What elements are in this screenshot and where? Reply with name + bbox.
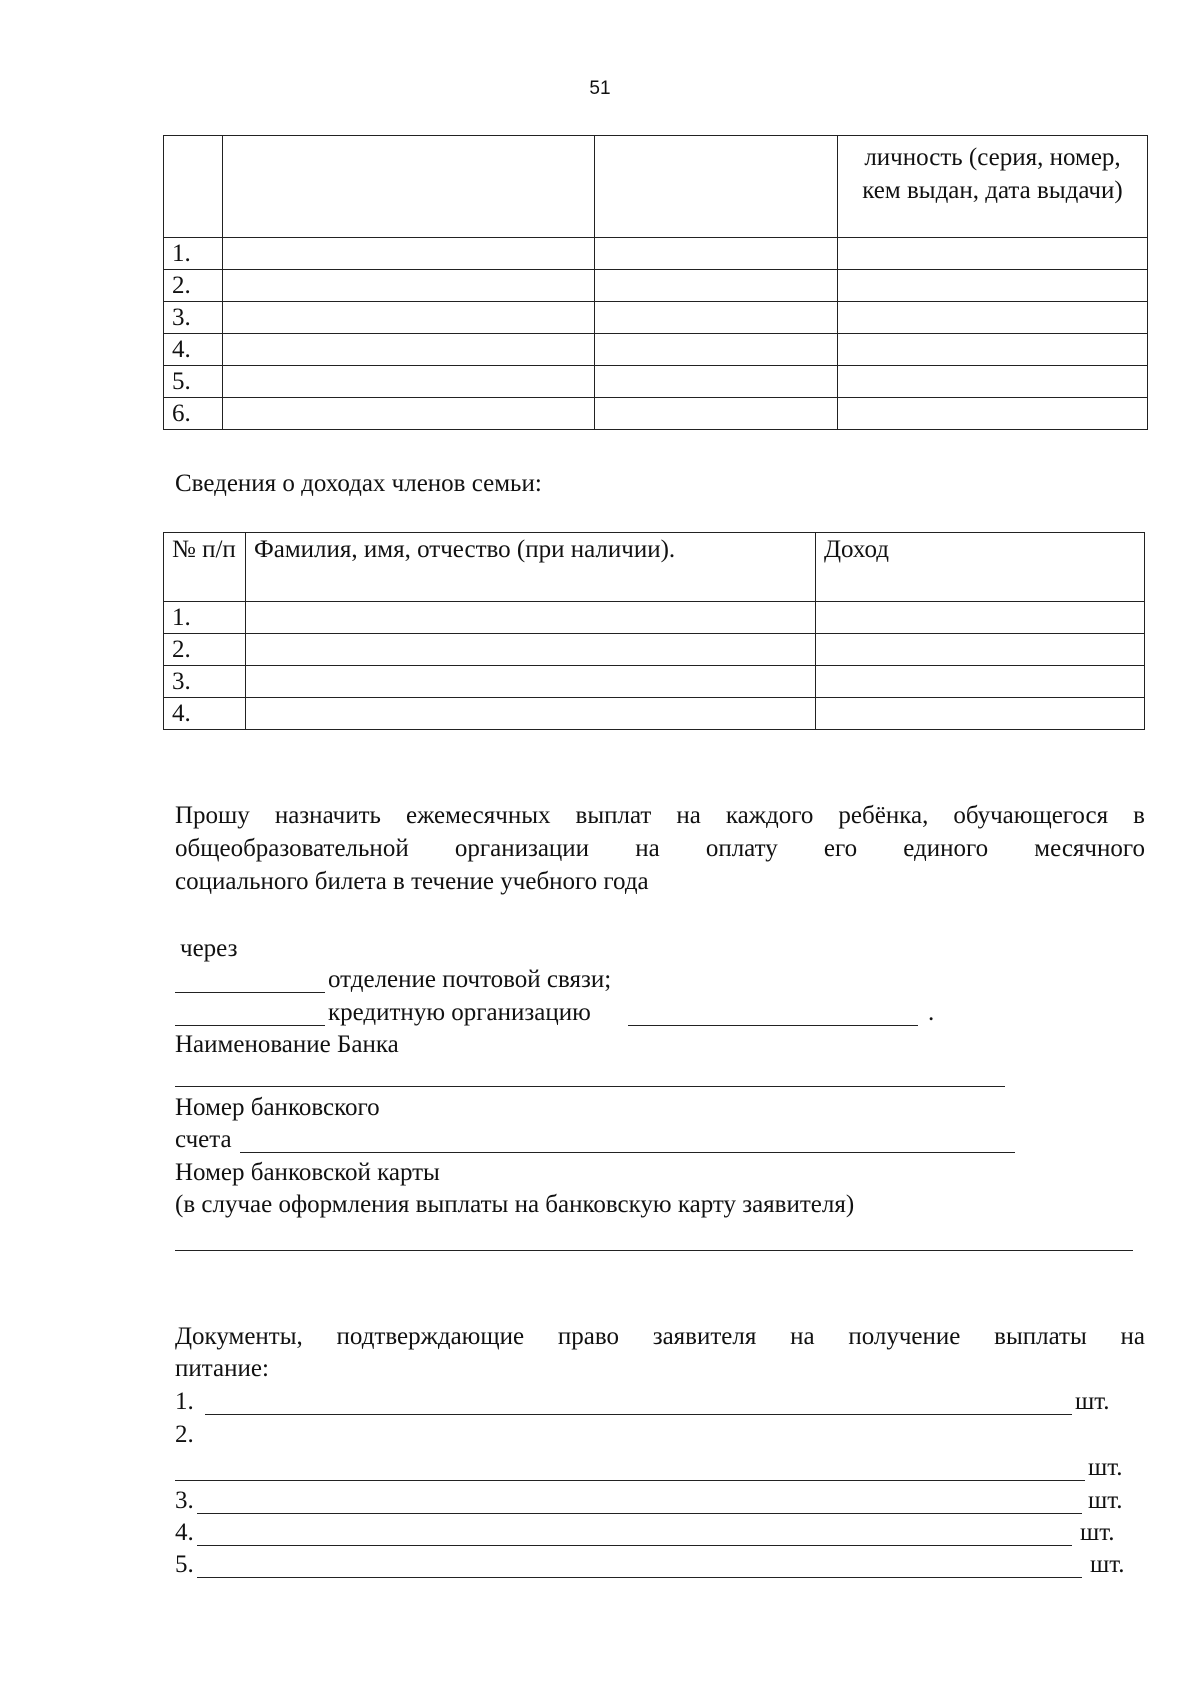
document-item-line[interactable] [197, 1577, 1082, 1578]
table-row [164, 634, 1145, 666]
table-row [164, 302, 1148, 334]
document-item-number: 1. [175, 1388, 194, 1415]
row-number: 4. [164, 334, 223, 366]
row-number: 3. [164, 302, 223, 334]
document-item-number: 3. [175, 1487, 194, 1514]
id-document-header: личность (серия, номер, кем выдан, дата выдачи) [838, 136, 1148, 238]
credit-org-mark-line[interactable] [175, 1025, 325, 1026]
row-number: 2. [164, 634, 246, 666]
documents-heading-line-2: питание: [175, 1355, 269, 1382]
account-label-2: счета [175, 1126, 232, 1153]
income-section-heading: Сведения о доходах членов семьи: [175, 470, 542, 497]
request-line-3: социального билета в течение учебного года [175, 868, 649, 895]
row-number: 5. [164, 366, 223, 398]
document-item-line[interactable] [197, 1545, 1072, 1546]
post-office-mark-line[interactable] [175, 992, 325, 993]
name-header: Фамилия, имя, отчество (при наличии). [246, 533, 816, 602]
row-number: 1. [164, 602, 246, 634]
document-item-unit: шт. [1088, 1454, 1123, 1481]
bank-name-label: Наименование Банка [175, 1031, 399, 1058]
document-item-unit: шт. [1080, 1519, 1115, 1546]
account-number-line[interactable] [240, 1152, 1015, 1153]
family-members-table [163, 135, 1148, 430]
credit-org-name-line[interactable] [628, 1025, 918, 1026]
card-number-line[interactable] [175, 1250, 1133, 1251]
credit-org-dot: . [928, 999, 935, 1026]
request-line-1: Прошу назначить ежемесячных выплат на каждого ребёнка, обучающегося в [175, 802, 1145, 829]
table-header-row [164, 533, 1145, 602]
document-item-unit: шт. [1088, 1487, 1123, 1514]
table-row [164, 366, 1148, 398]
bank-name-line[interactable] [175, 1086, 1005, 1087]
income-header: Доход [816, 533, 1145, 602]
table-header-row [164, 136, 1148, 238]
card-note: (в случае оформления выплаты на банковскую карту заявителя) [175, 1191, 855, 1218]
credit-org-label: кредитную организацию [328, 999, 591, 1026]
row-number: 4. [164, 698, 246, 730]
table-row [164, 238, 1148, 270]
table-row [164, 398, 1148, 430]
document-item-number: 4. [175, 1519, 194, 1546]
table-row [164, 666, 1145, 698]
document-item-unit: шт. [1075, 1388, 1110, 1415]
page-number: 51 [589, 78, 611, 99]
card-label: Номер банковской карты [175, 1159, 440, 1186]
post-office-label: отделение почтовой связи; [328, 966, 612, 993]
row-number: 2. [164, 270, 223, 302]
row-number: 1. [164, 238, 223, 270]
row-number: 3. [164, 666, 246, 698]
document-item-line[interactable] [197, 1513, 1082, 1514]
document-item-line[interactable] [205, 1414, 1072, 1415]
documents-heading-line-1: Документы, подтверждающие право заявителя на получение выплаты на [175, 1323, 1145, 1350]
table-row [164, 334, 1148, 366]
document-item-number: 2. [175, 1421, 194, 1448]
table-row [164, 270, 1148, 302]
document-item-unit: шт. [1090, 1551, 1125, 1578]
document-item-line[interactable] [175, 1480, 1085, 1481]
via-label: через [180, 935, 238, 962]
num-header: № п/п [164, 533, 246, 602]
table-row [164, 698, 1145, 730]
account-label-1: Номер банковского [175, 1094, 380, 1121]
income-table [163, 532, 1145, 730]
document-item-number: 5. [175, 1551, 194, 1578]
row-number: 6. [164, 398, 223, 430]
request-line-2: общеобразовательной организации на оплату его единого месячного [175, 835, 1145, 862]
table-row [164, 602, 1145, 634]
